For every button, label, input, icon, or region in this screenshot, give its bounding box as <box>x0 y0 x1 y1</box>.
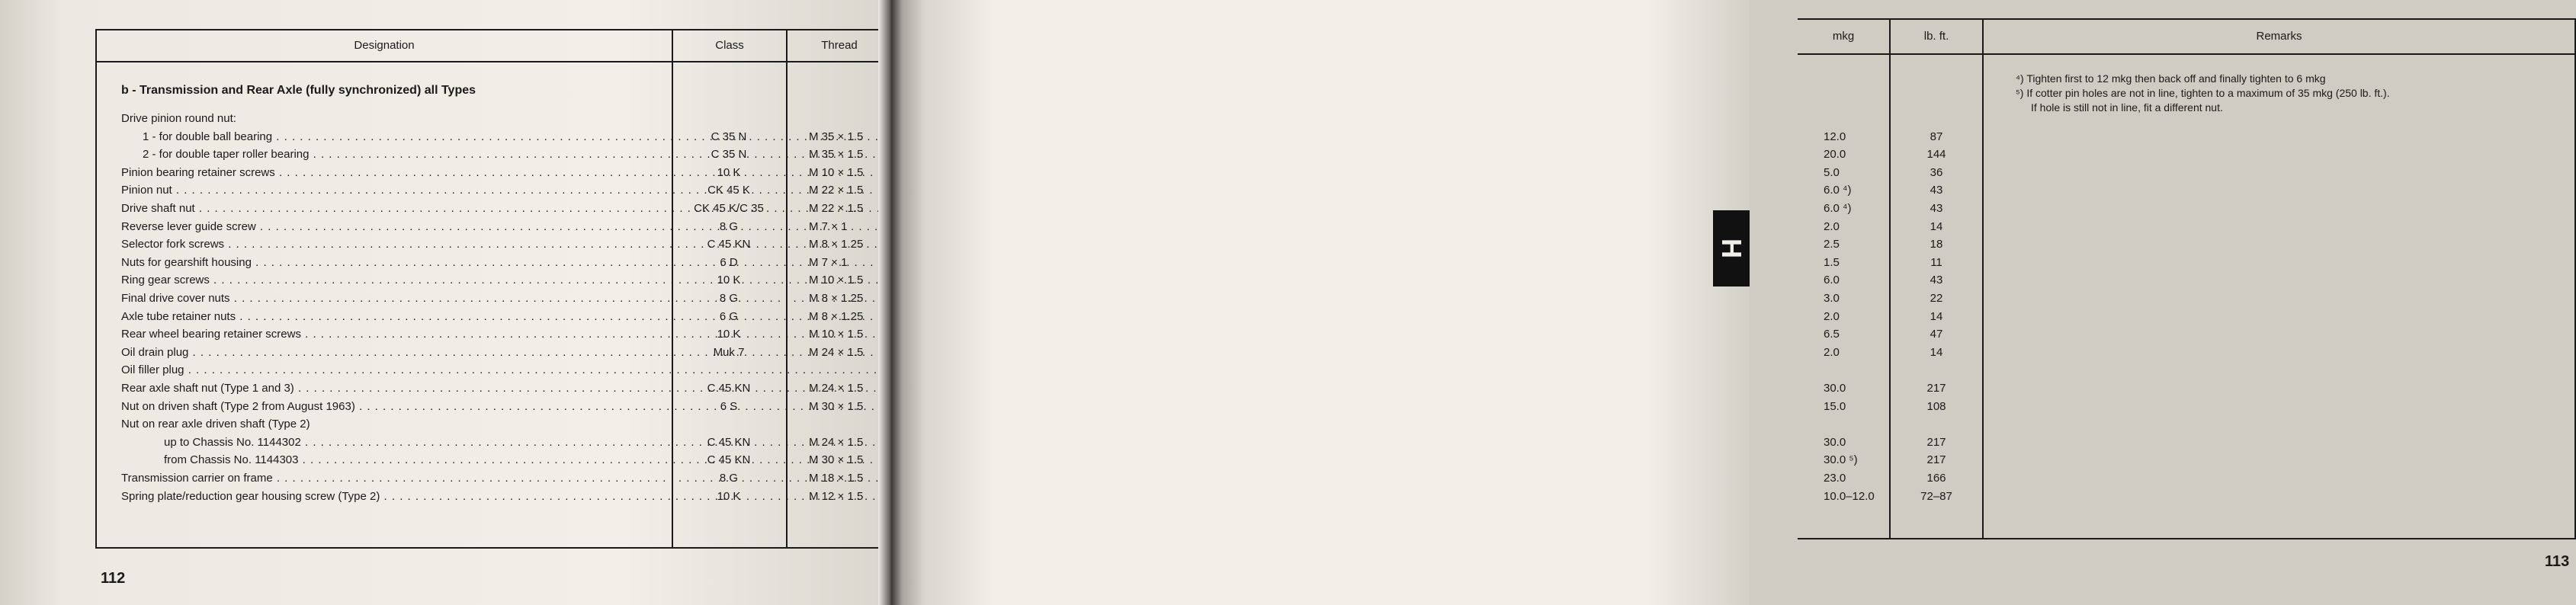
class-cell: 6 S <box>720 399 738 413</box>
lb-ft-cell: 217 <box>1926 382 1946 395</box>
mkg-cell: 6.0 ⁴) <box>1824 202 1852 215</box>
table-row <box>1798 308 2574 325</box>
thread-cell: M 30 × 1.5 <box>809 453 864 467</box>
thread-cell: M 35 × 1.5 <box>809 130 864 143</box>
thread-cell: M 35 × 1.5 <box>809 148 864 162</box>
class-cell: C 35 N <box>711 130 747 143</box>
designation-cell: Pinion nut . . . <box>121 181 666 199</box>
lb-ft-cell: 36 <box>1930 165 1943 179</box>
lb-ft-cell: 22 <box>1930 292 1943 305</box>
table-row <box>1798 164 2574 181</box>
torque-table-left <box>95 29 891 549</box>
mkg-cell: 2.0 <box>1824 345 1840 359</box>
designation-cell: Nuts for gearshift housing . . . <box>121 254 666 271</box>
lb-ft-cell: 72–87 <box>1920 489 1952 503</box>
table-row <box>1798 235 2574 253</box>
thread-cell: M 7 × 1 <box>809 219 848 233</box>
mkg-cell: 15.0 <box>1824 399 1846 413</box>
table-row <box>97 200 891 217</box>
mkg-cell: 30.0 ⁵) <box>1824 453 1858 467</box>
class-cell: CK 45 K <box>707 184 750 197</box>
thread-cell: M 22 × 1.5 <box>809 202 864 215</box>
class-cell: 10 K <box>717 165 741 179</box>
book-gutter <box>878 0 903 605</box>
mkg-cell: 12.0 <box>1824 130 1846 143</box>
thread-cell: M 10 × 1.5 <box>809 274 864 287</box>
designation-cell: Spring plate/reduction gear housing screw (Type 2) . . . <box>121 488 666 505</box>
lb-ft-cell: 217 <box>1926 453 1946 467</box>
designation-cell: Drive shaft nut . . . <box>121 200 666 217</box>
table-row <box>97 361 891 379</box>
header-class: Class <box>715 39 744 52</box>
table-row <box>1798 415 2574 433</box>
designation-cell: Pinion bearing retainer screws . . . <box>121 164 666 181</box>
header-remarks: Remarks <box>2256 30 2302 43</box>
thread-cell: M 24 × 1.5 <box>809 382 864 395</box>
table-row <box>1798 254 2574 271</box>
designation-cell: Reverse lever guide screw . . . <box>121 218 666 235</box>
header-mkg: mkg <box>1832 30 1855 43</box>
thread-cell: M 7 × 1 <box>809 255 848 269</box>
remarks-notes <box>2016 72 2565 115</box>
table-row <box>1798 488 2574 505</box>
lb-ft-cell: 47 <box>1930 328 1943 341</box>
header-thread: Thread <box>821 39 858 52</box>
section-tab-letter: H <box>1716 238 1747 258</box>
table-row <box>97 181 891 199</box>
table-row <box>97 290 891 307</box>
table-row <box>1798 181 2574 199</box>
class-cell: 6 D <box>720 255 738 269</box>
section-tab-marker <box>1713 210 1750 286</box>
class-cell: 8 G <box>719 472 739 485</box>
mkg-cell: 2.0 <box>1824 219 1840 233</box>
table-row <box>97 308 891 325</box>
lb-ft-cell: 14 <box>1930 219 1943 233</box>
designation-cell: Ring gear screws . . . <box>121 271 666 289</box>
table-row <box>1798 398 2574 415</box>
class-cell: 10 K <box>717 274 741 287</box>
table-row <box>1798 434 2574 451</box>
mkg-cell: 20.0 <box>1824 148 1846 162</box>
table-row <box>97 164 891 181</box>
designation-cell: Axle tube retainer nuts . . . <box>121 308 666 325</box>
designation-cell: Rear axle shaft nut (Type 1 and 3) . . . <box>121 379 666 397</box>
table-row <box>97 254 891 271</box>
table-row <box>97 128 891 146</box>
table-row <box>97 398 891 415</box>
table-row <box>1798 344 2574 361</box>
mkg-cell: 6.0 <box>1824 274 1840 287</box>
mkg-cell: 6.5 <box>1824 328 1840 341</box>
lb-ft-cell: 43 <box>1930 274 1943 287</box>
table-row <box>97 271 891 289</box>
table-row <box>97 488 891 505</box>
mkg-cell: 30.0 <box>1824 382 1846 395</box>
table-row <box>1798 469 2574 487</box>
thread-cell: M 8 × 1.25 <box>809 292 864 305</box>
mkg-cell: 2.5 <box>1824 238 1840 251</box>
mkg-cell: 1.5 <box>1824 255 1840 269</box>
class-cell: 10 K <box>717 328 741 341</box>
table-row <box>1798 379 2574 397</box>
thread-cell: M 10 × 1.5 <box>809 328 864 341</box>
thread-cell: M 30 × 1.5 <box>809 399 864 413</box>
table-row <box>1798 110 2574 127</box>
table-row <box>1798 325 2574 343</box>
table-row <box>97 146 891 163</box>
table-row <box>1798 128 2574 146</box>
mkg-cell: 2.0 <box>1824 309 1840 323</box>
designation-cell: up to Chassis No. 1144302 . . . <box>121 434 666 451</box>
table-row <box>97 379 891 397</box>
lb-ft-cell: 144 <box>1926 148 1946 162</box>
designation-cell: Nut on driven shaft (Type 2 from August 1963) . . . <box>121 398 666 415</box>
lb-ft-cell: 166 <box>1926 472 1946 485</box>
designation-cell: 2 - for double taper roller bearing . . . <box>121 146 666 163</box>
class-cell: C 45 KN <box>707 453 751 467</box>
lb-ft-cell: 43 <box>1930 202 1943 215</box>
table-row <box>1798 271 2574 289</box>
mkg-cell: 30.0 <box>1824 435 1846 449</box>
table-row <box>1798 146 2574 163</box>
designation-cell: Selector fork screws . . . <box>121 235 666 253</box>
remark-note: ⁵) If cotter pin holes are not in line, tighten to a maximum of 35 mkg (250 lb. ft.). <box>2016 87 2390 99</box>
lb-ft-cell: 108 <box>1926 399 1946 413</box>
designation-cell: Final drive cover nuts . . . <box>121 290 666 307</box>
table-row <box>97 110 891 127</box>
thread-cell: M 24 × 1.5 <box>809 345 864 359</box>
right-page <box>890 0 2570 605</box>
class-cell: 8 G <box>719 219 739 233</box>
mkg-cell: 3.0 <box>1824 292 1840 305</box>
mkg-cell: 6.0 ⁴) <box>1824 184 1852 197</box>
thread-cell: M 8 × 1.25 <box>809 309 864 323</box>
lb-ft-cell: 14 <box>1930 345 1943 359</box>
class-cell: C 35 N <box>711 148 747 162</box>
designation-cell: Rear wheel bearing retainer screws . . . <box>121 325 666 343</box>
lb-ft-cell: 14 <box>1930 309 1943 323</box>
designation-cell: Oil drain plug . . . <box>121 344 666 361</box>
designation-cell: Drive pinion round nut: <box>121 112 236 125</box>
class-cell: C 45 KN <box>707 382 751 395</box>
table-row <box>1798 200 2574 217</box>
thread-cell: M 24 × 1.5 <box>809 435 864 449</box>
class-cell: CK 45 K/C 35 <box>694 202 764 215</box>
remark-note: ⁴) Tighten first to 12 mkg then back off and finally tighten to 6 mkg <box>2016 72 2326 85</box>
designation-cell: Oil filler plug . . . <box>121 361 666 379</box>
table-row <box>97 235 891 253</box>
table-row <box>97 451 891 469</box>
class-cell: 8 G <box>719 292 739 305</box>
designation-cell: Transmission carrier on frame . . . <box>121 469 666 487</box>
table-row <box>97 469 891 487</box>
table-row <box>1798 361 2574 379</box>
lb-ft-cell: 11 <box>1930 255 1942 269</box>
class-cell: 10 K <box>717 489 741 503</box>
class-cell: C 45 KN <box>707 238 751 251</box>
table-row <box>97 344 891 361</box>
designation-cell: from Chassis No. 1144303 . . . <box>121 451 666 469</box>
lb-ft-cell: 43 <box>1930 184 1943 197</box>
designation-cell: 1 - for double ball bearing . . . <box>121 128 666 146</box>
remark-note: If hole is still not in line, fit a different nut. <box>2031 101 2223 114</box>
lb-ft-cell: 18 <box>1930 238 1943 251</box>
thread-cell: M 12 × 1.5 <box>809 489 864 503</box>
class-cell: 6 G <box>719 309 739 323</box>
class-cell: Muk 7 <box>713 345 745 359</box>
table-row <box>97 218 891 235</box>
thread-cell: M 10 × 1.5 <box>809 165 864 179</box>
lb-ft-cell: 87 <box>1930 130 1943 143</box>
lb-ft-cell: 217 <box>1926 435 1946 449</box>
table-row <box>97 415 891 433</box>
page-number-right: 113 <box>2545 553 2570 570</box>
designation-cell: Nut on rear axle driven shaft (Type 2) <box>121 418 310 431</box>
mkg-cell: 23.0 <box>1824 472 1846 485</box>
mkg-cell: 10.0–12.0 <box>1824 489 1875 503</box>
table-row <box>1798 451 2574 469</box>
thread-cell: M 18 × 1.5 <box>809 472 864 485</box>
table-row <box>97 434 891 451</box>
page-number-left: 112 <box>101 570 126 587</box>
mkg-cell: 5.0 <box>1824 165 1840 179</box>
left-page <box>0 0 890 605</box>
table-row <box>97 325 891 343</box>
thread-cell: M 8 × 1.25 <box>809 238 864 251</box>
thread-cell: M 22 × 1.5 <box>809 184 864 197</box>
header-lb-ft: lb. ft. <box>1923 30 1949 43</box>
table-row <box>1798 290 2574 307</box>
section-title: b - Transmission and Rear Axle (fully synchronized) all Types <box>121 84 476 97</box>
header-designation: Designation <box>354 39 415 52</box>
torque-table-right <box>1798 18 2576 539</box>
class-cell: C 45 KN <box>707 435 751 449</box>
table-row <box>1798 218 2574 235</box>
